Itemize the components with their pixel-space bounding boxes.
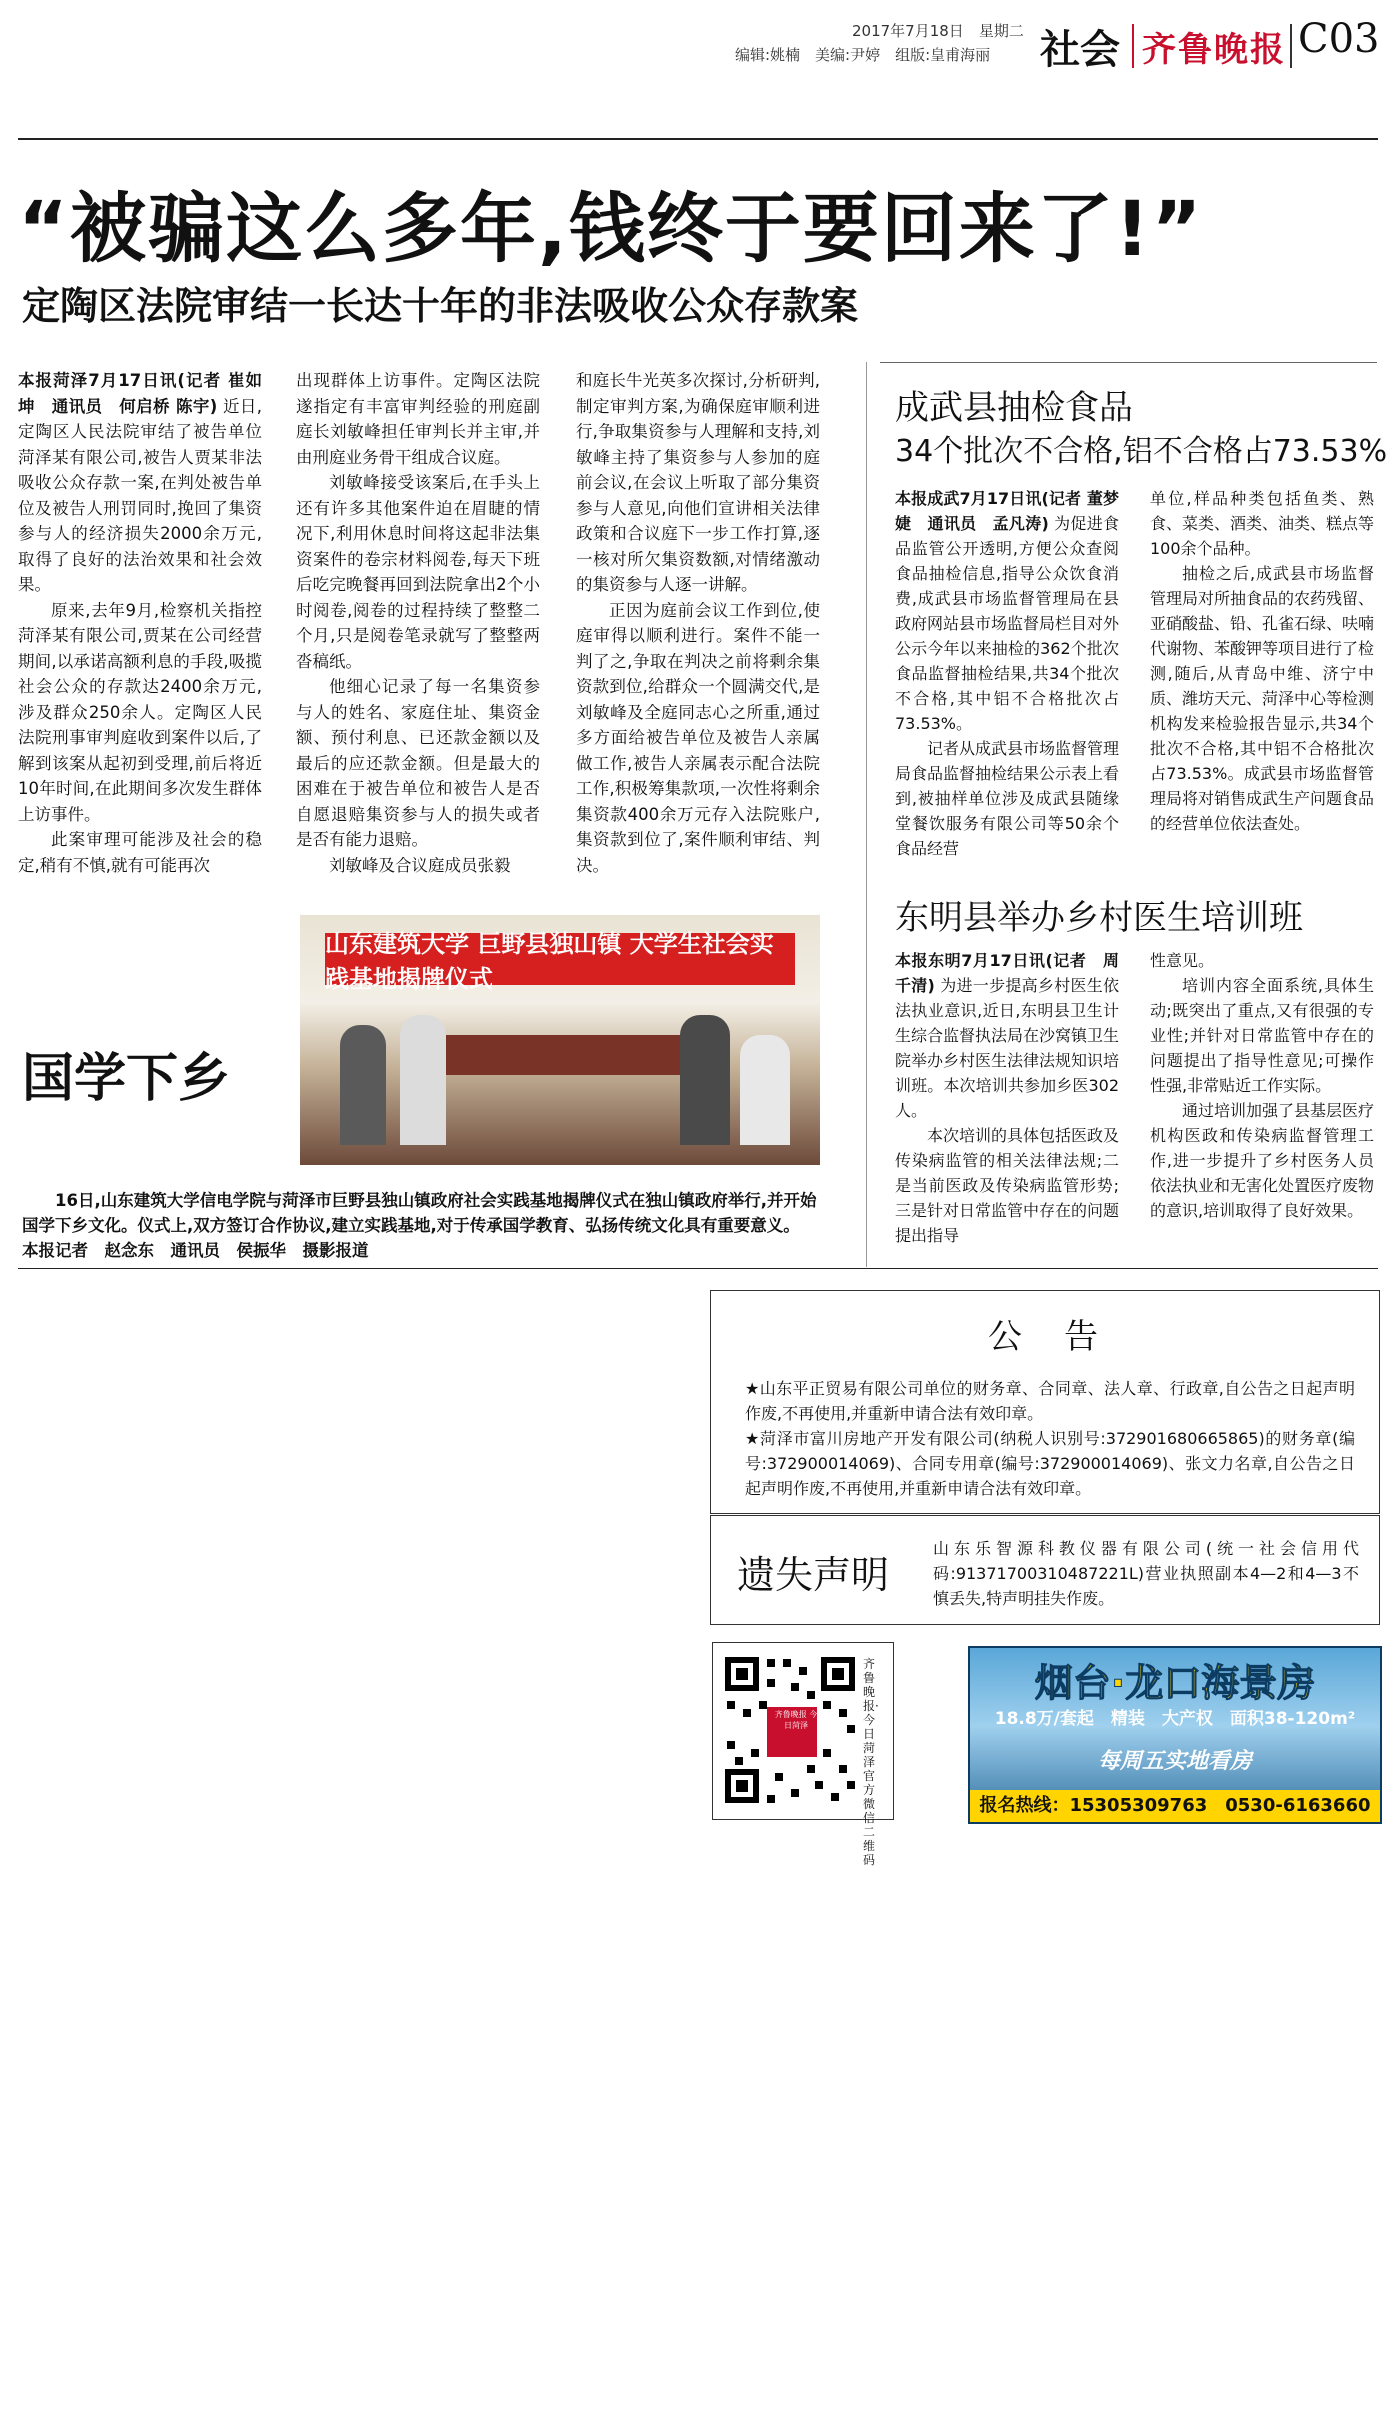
paragraph-text: 性意见。: [1150, 951, 1215, 970]
bottom-section-rule: [18, 1268, 1378, 1269]
paragraph-text: 单位,样品种类包括鱼类、熟食、菜类、酒类、油类、糕点等100余个品种。: [1150, 489, 1375, 558]
paragraph-text: 他细心记录了每一名集资参与人的姓名、家庭住址、集资金额、预付利息、已还款金额以及最后的应还款金额。但是最大的困难在于被告单位和被告人是否自愿退赔集资参与人的损失或者是否有能力退赔。: [296, 677, 540, 849]
photo-table: [420, 1035, 700, 1075]
lead-subhead: 定陶区法院审结一长达十年的非法吸收公众存款案: [22, 284, 859, 328]
paragraph-text: 通过培训加强了县基层医疗机构医政和传染病监督管理工作,进一步提升了乡村医务人员依法执业和无害化处置医疗废物的意识,培训取得了良好效果。: [1150, 1101, 1375, 1220]
paragraph-text: 刘敏峰接受该案后,在手头上还有许多其他案件迫在眉睫的情况下,利用休息时间将这起非法集资案件的卷宗材料阅卷,每天下班后吃完晚餐再回到法院拿出2个小时阅卷,阅卷的过程持续了整整二个月,只是阅卷笔录就写了整整两沓稿纸。: [296, 473, 540, 671]
paragraph-text: 刘敏峰及合议庭成员张毅: [329, 855, 511, 875]
article-paragraph: [895, 736, 1119, 861]
food-column-1: [895, 486, 1119, 861]
header-rule: [18, 138, 1378, 140]
article-paragraph: [1150, 948, 1374, 973]
notice-item: ★菏泽市富川房地产开发有限公司(纳税人识别号:372901680665865)的财务章(编号:372900014069)、合同专用章(编号:372900014069)、张文力名章,自公告之日起声明作废,不再使用,并重新申请合法有效印章。: [745, 1429, 1355, 1498]
article-paragraph: [576, 368, 820, 598]
lead-column-1: [18, 368, 262, 878]
paragraph-text: 原来,去年9月,检察机关指控菏泽某有限公司,贾某在公司经营期间,以承诺高额利息的手段,吸揽社会公众的存款达2400余万元,涉及群众250余人。定陶区人民法院刑事审判庭收到案件以后,了解到该案从起初到受理,前后将近10年时间,在此期间多次发生群体上访事件。: [18, 600, 262, 824]
photo-story-title: 国学下乡: [22, 1049, 231, 1109]
article-paragraph: [296, 368, 540, 470]
byline: 本报菏泽7月17日讯(记者 崔如坤 通讯员 何启桥 陈宇): [18, 371, 262, 416]
qr-side-text: 齐鲁晚报·今日菏泽官方微信二维码: [863, 1657, 879, 1867]
training-title: 东明县举办乡村医生培训班: [895, 898, 1303, 938]
header-date: [852, 20, 1024, 42]
lead-headline: “被骗这么多年,钱终于要回来了!”: [18, 184, 1204, 273]
article-paragraph: [1150, 486, 1374, 561]
lead-column-3: [576, 368, 820, 878]
date-text: 2017年7月18日: [852, 22, 964, 40]
byline: 本报成武7月17日讯(记者 董梦婕 通讯员 孟凡涛): [895, 489, 1119, 533]
qr-box: [712, 1642, 894, 1867]
weekday-text: 星期二: [978, 22, 1024, 40]
article-paragraph: [1150, 1098, 1374, 1223]
photo-person: [740, 1035, 790, 1145]
article-paragraph: [18, 598, 262, 828]
notice-box: [710, 1290, 1380, 1514]
article-paragraph: [296, 674, 540, 853]
column-divider: [866, 362, 867, 1267]
paragraph-text: 出现群体上访事件。定陶区法院遂指定有丰富审判经验的刑庭副庭长刘敏峰担任审判长并主审,并由刑庭业务骨干组成合议庭。: [296, 371, 540, 467]
article-paragraph: [576, 598, 820, 879]
event-photo: [300, 915, 820, 1165]
real-estate-ad[interactable]: [968, 1646, 1382, 1824]
photo-banner: 山东建筑大学 巨野县独山镇 大学生社会实践基地揭牌仪式: [325, 933, 795, 985]
header-editors: 编辑:姚楠 美编:尹婷 组版:皇甫海丽: [735, 46, 991, 64]
notice-item: ★山东平正贸易有限公司单位的财务章、合同章、法人章、行政章,自公告之日起声明作废,不再使用,并重新申请合法有效印章。: [745, 1379, 1355, 1423]
article-paragraph: [296, 470, 540, 674]
paragraph-text: 培训内容全面系统,具体生动;既突出了重点,又有很强的专业性;并针对日常监管中存在的问题提出了指导性意见;可操作性强,非常贴近工作实际。: [1150, 976, 1374, 1095]
training-column-1: [895, 948, 1119, 1248]
qr-inner-label: 齐鲁晚报 今日菏泽: [774, 1710, 818, 1730]
section-title: 社会: [1040, 27, 1120, 73]
article-paragraph: [296, 853, 540, 879]
paragraph-text: 本次培训的具体包括医政及传染病监管的相关法律法规;二是当前医政及传染病监管形势;三是针对日常监管中存在的问题提出指导: [895, 1126, 1120, 1245]
header-divider-2: [1290, 24, 1292, 68]
ad-hotline: 报名热线：15305309763 0530-6163660: [970, 1790, 1380, 1822]
photo-person: [680, 1015, 730, 1145]
paper-logo: 齐鲁晚报: [1142, 30, 1286, 70]
byline: 本报东明7月17日讯(记者 周千清): [895, 951, 1119, 995]
photo-person: [400, 1015, 446, 1145]
notice-title: 公 告: [988, 1317, 1102, 1357]
paragraph-text: 此案审理可能涉及社会的稳定,稍有不慎,就有可能再次: [18, 830, 262, 875]
photo-caption: 16日,山东建筑大学信电学院与菏泽市巨野县独山镇政府社会实践基地揭牌仪式在独山镇政府举行,并开始国学下乡文化。仪式上,双方签订合作协议,建立实践基地,对于传承国学教育、弘扬传统文化具有重要意义。 本报记者 赵念东 通讯员 侯振华 摄影报道: [22, 1191, 817, 1260]
ad-line2: 每周五实地看房: [1097, 1749, 1252, 1774]
paragraph-text: 和庭长牛光英多次探讨,分析研判,制定审判方案,为确保庭审顺利进行,争取集资参与人理解和支持,刘敏峰主持了集资参与人参加的庭前会议,在会议上听取了部分集资参与人意见,向他们宣讲相关法律政策和合议庭下一步工作打算,逐一核对所欠集资数额,对情绪激动的集资参与人逐一讲解。: [576, 371, 820, 594]
page-number: C03: [1298, 16, 1380, 62]
lost-text: 山东乐智源科教仪器有限公司(统一社会信用代码:913717003104872​21L)营业执照副本4—2和4—3不慎丢失,特声明挂失作废。: [933, 1539, 1359, 1608]
paragraph-text: 近日,定陶区人民法院审结了被告单位菏泽某有限公司,被告人贾某非法吸收公众存款一案,在判处被告单位及被告人刑罚同时,挽回了集资参与人的经济损失2000余万元,取得了良好的法治效果和社会效果。: [18, 396, 263, 594]
food-top-rule: [880, 362, 1377, 363]
paragraph-text: 正因为庭前会议工作到位,使庭审得以顺利进行。案件不能一判了之,争取在判决之前将剩余集资款到位,给群众一个圆满交代,是刘敏峰及全庭同志心之所重,通过多方面给被告单位及被告人亲属做工作,被告人亲属表示配合法院工作,积极筹集款项,一次性将剩余集资款400余万元存入法院账户,集资款到位了,案件顺利审结、判决。: [576, 600, 820, 875]
paragraph-text: 为进一步提高乡村医生依法执业意识,近日,东明县卫生计生综合监督执法局在沙窝镇卫生院举办乡村医生法律法规知识培训班。本次培训共参加乡医302人。: [895, 976, 1120, 1120]
training-column-2: [1150, 948, 1374, 1223]
photo-person: [340, 1025, 386, 1145]
article-paragraph: [895, 948, 1119, 1123]
article-paragraph: [1150, 561, 1374, 836]
paragraph-text: 记者从成武县市场监督管理局食品监督抽检结果公示表上看到,被抽样单位涉及成武县随缘堂餐饮服务有限公司等50余个食品经营: [895, 739, 1120, 858]
ad-title: 烟台·龙口海景房: [1034, 1661, 1316, 1705]
lead-column-2: [296, 368, 540, 878]
article-paragraph: [18, 368, 262, 598]
food-column-2: [1150, 486, 1374, 836]
ad-line1: 18.8万/套起 精装 大产权 面积38-120m²: [994, 1709, 1356, 1729]
food-title: 成武县抽检食品: [895, 388, 1133, 428]
article-paragraph: [895, 486, 1119, 736]
article-paragraph: [18, 827, 262, 878]
lost-box: [710, 1515, 1380, 1625]
lost-title: 遗失声明: [737, 1553, 890, 1597]
food-subtitle: 34个批次不合格,铝不合格占73.53%: [895, 434, 1388, 469]
article-paragraph: [1150, 973, 1374, 1098]
paragraph-text: 为促进食品监管公开透明,方便公众查阅食品抽检信息,指导公众饮食消费,成武县市场监督管理局在县政府网站县市场监督局栏目对外公示今年以来抽检的362个批次食品监督抽检结果,共34个批次不合格,其中铝不合格批次占73.53%。: [895, 514, 1120, 733]
header-divider: [1132, 24, 1134, 68]
article-paragraph: [895, 1123, 1119, 1248]
paragraph-text: 抽检之后,成武县市场监督管理局对所抽食品的农药残留、亚硝酸盐、铅、孔雀石绿、呋喃代谢物、苯酸钾等项目进行了检测,随后,从青岛中维、济宁中质、潍坊天元、菏泽中心等检测机构发来检验报告显示,共34个批次不合格,其中铝不合格批次占73.53%。成武县市场监督管理局将对销售成武生产问题食品的经营单位依法查处。: [1150, 564, 1375, 833]
